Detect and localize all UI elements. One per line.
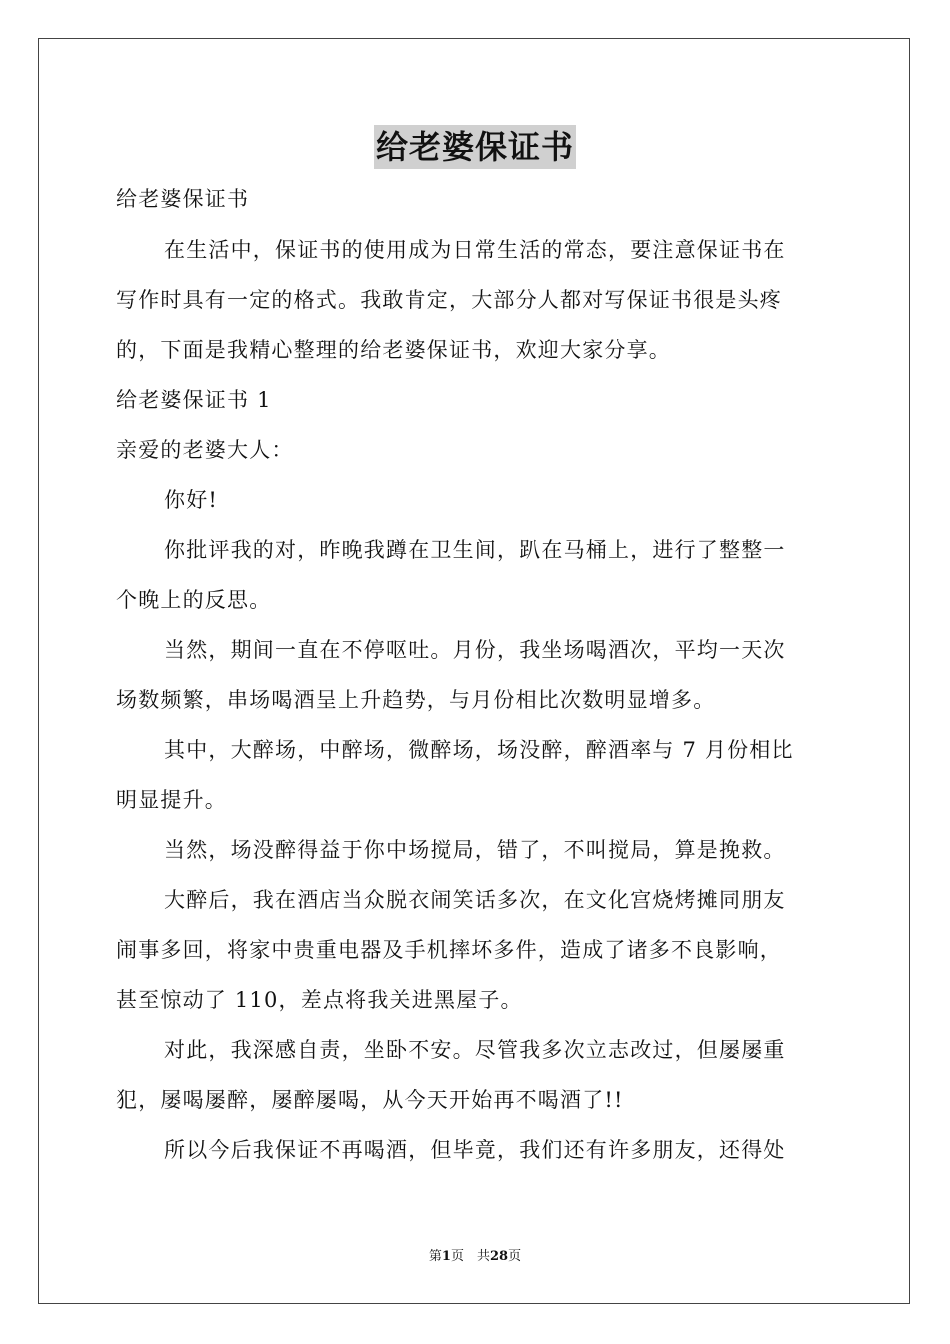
- page-border: [38, 38, 910, 1304]
- page-footer: [0, 1248, 950, 1266]
- paragraph-line: 其中，大醉场，中醉场，微醉场，场没醉，醉酒率与 7 月份相比: [164, 738, 794, 762]
- paragraph-line: 对此，我深感自责，坐卧不安。尽管我多次立志改过，但屡屡重: [164, 1038, 786, 1062]
- footer-page-number: 1: [441, 1249, 451, 1264]
- paragraph-line: 场数频繁，串场喝酒呈上升趋势，与月份相比次数明显增多。: [116, 688, 716, 712]
- paragraph-line: 在生活中，保证书的使用成为日常生活的常态，要注意保证书在: [164, 238, 786, 262]
- paragraph-line: 甚至惊动了 110，差点将我关进黑屋子。: [116, 988, 523, 1012]
- paragraph-line: 个晚上的反思。: [116, 588, 272, 612]
- salutation: 亲爱的老婆大人：: [116, 438, 294, 462]
- paragraph-line: 写作时具有一定的格式。我敢肯定，大部分人都对写保证书很是头疼: [116, 288, 782, 312]
- document-title: 给老婆保证书: [374, 125, 576, 169]
- footer-prefix: 第: [428, 1249, 442, 1264]
- footer-suffix: 页: [508, 1249, 522, 1264]
- paragraph-line: 所以今后我保证不再喝酒，但毕竟，我们还有许多朋友，还得处: [164, 1138, 786, 1162]
- paragraph-line: 你批评我的对，昨晚我蹲在卫生间，趴在马桶上，进行了整整一: [164, 538, 786, 562]
- paragraph-line: 当然，期间一直在不停呕吐。月份，我坐场喝酒次，平均一天次: [164, 638, 786, 662]
- paragraph-line: 明显提升。: [116, 788, 227, 812]
- footer-total-pages: 28: [489, 1249, 509, 1264]
- paragraph-line: 当然，场没醉得益于你中场搅局，错了，不叫搅局，算是挽救。: [164, 838, 786, 862]
- paragraph-line: 闹事多回，将家中贵重电器及手机摔坏多件，造成了诸多不良影响，: [116, 938, 782, 962]
- paragraph-line: 的，下面是我精心整理的给老婆保证书，欢迎大家分享。: [116, 338, 671, 362]
- title-container: [0, 125, 950, 169]
- greeting: 你好!: [164, 488, 219, 512]
- section-heading: 给老婆保证书 1: [116, 388, 272, 412]
- paragraph-line: 大醉后，我在酒店当众脱衣闹笑话多次，在文化宫烧烤摊同朋友: [164, 888, 786, 912]
- subtitle-line: 给老婆保证书: [116, 187, 250, 211]
- paragraph-line: 犯，屡喝屡醉，屡醉屡喝，从今天开始再不喝酒了!!: [116, 1088, 624, 1112]
- footer-mid: 页 共: [450, 1249, 490, 1264]
